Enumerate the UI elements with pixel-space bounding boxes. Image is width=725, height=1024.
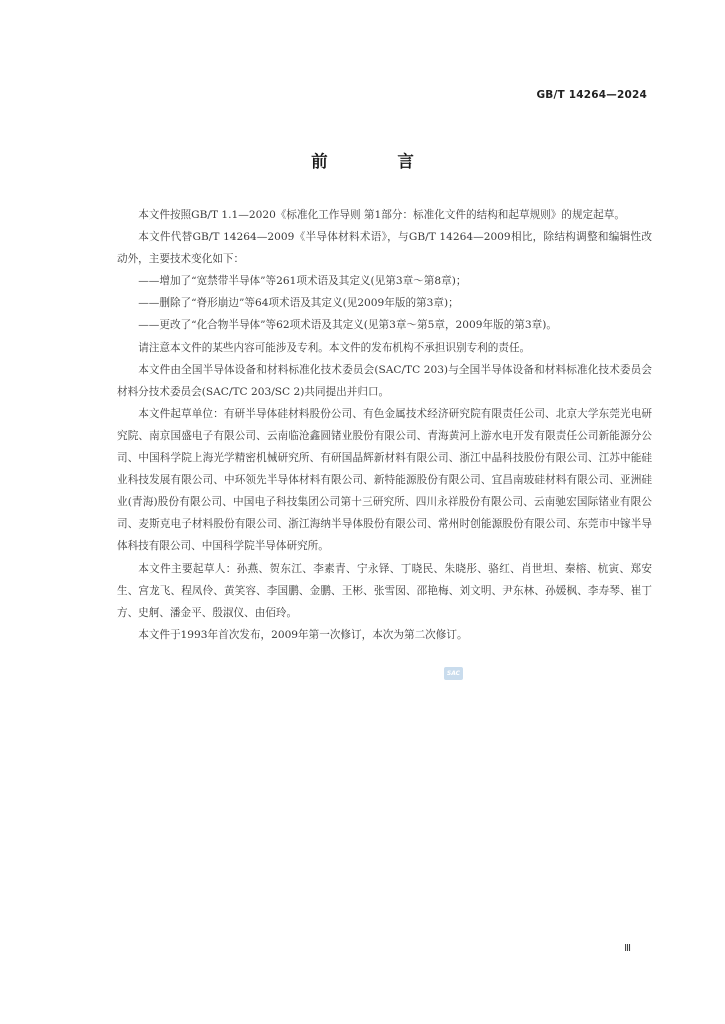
paragraph-drafting-units: 本文件起草单位：有研半导体硅材料股份公司、有色金属技术经济研究院有限责任公司、北京大学东莞光电研究院、南京国盛电子有限公司、云南临沧鑫圆锗业股份有限公司、青海黄河上游水电开发有限责任公司新能源分公司、中国科学院上海光学精密机械研究所、有研国晶辉新材料有限公司、浙江中晶科技股份有限公司、江苏中能硅业科技发展有限公司、中环领先半导体材料有限公司、新特能源股份有限公司、宜昌南玻硅材料有限公司、亚洲硅业(青海)股份有限公司、中国电子科技集团公司第十三研究所、四川永祥股份有限公司、云南驰宏国际锗业有限公司、麦斯克电子材料股份有限公司、浙江海纳半导体股份有限公司、常州时创能源股份有限公司、东莞市中镓半导体科技有限公司、中国科学院半导体研究所。 bbox=[117, 407, 652, 553]
page-title: 前 言 bbox=[311, 152, 446, 171]
paragraph-history: 本文件于1993年首次发布，2009年第一次修订，本次为第二次修订。 bbox=[138, 628, 468, 641]
change-item-modified: ——更改了“化合物半导体”等62项术语及其定义(见第3章～第5章，2009年版的第3章)。 bbox=[138, 319, 557, 332]
foreword-body bbox=[117, 204, 652, 646]
sac-watermark-logo: SAC bbox=[444, 667, 463, 680]
paragraph-proposer: 本文件由全国半导体设备和材料标准化技术委员会(SAC/TC 203)与全国半导体设备和材料标准化技术委员会材料分技术委员会(SAC/TC 203/SC 2)共同提出并归口。 bbox=[117, 363, 652, 398]
standard-number: GB/T 14264—2024 bbox=[536, 89, 647, 101]
paragraph-drafters: 本文件主要起草人：孙燕、贺东江、李素青、宁永铎、丁晓民、朱晓彤、骆红、肖世坦、秦榕、杭寅、郑安生、宫龙飞、程凤伶、黄笑容、李国鹏、金鹏、王彬、张雪囡、邵艳梅、刘文明、尹东林、孙媛枫、李寿琴、崔丁方、史舸、潘金平、殷淑仪、由佰玲。 bbox=[117, 562, 652, 619]
paragraph-drafting-rules: 本文件按照GB/T 1.1—2020《标准化工作导则 第1部分：标准化文件的结构和起草规则》的规定起草。 bbox=[138, 209, 625, 221]
page-number: Ⅲ bbox=[624, 943, 631, 954]
paragraph-patent-notice: 请注意本文件的某些内容可能涉及专利。本文件的发布机构不承担识别专利的责任。 bbox=[138, 341, 531, 354]
change-item-added: ——增加了“宽禁带半导体”等261项术语及其定义(见第3章～第8章)； bbox=[138, 275, 467, 288]
change-item-deleted: ——删除了“脊形崩边”等64项术语及其定义(见2009年版的第3章)； bbox=[138, 297, 459, 310]
paragraph-replacement: 本文件代替GB/T 14264—2009《半导体材料术语》，与GB/T 14264—2009相比，除结构调整和编辑性改动外，主要技术变化如下： bbox=[117, 231, 652, 266]
